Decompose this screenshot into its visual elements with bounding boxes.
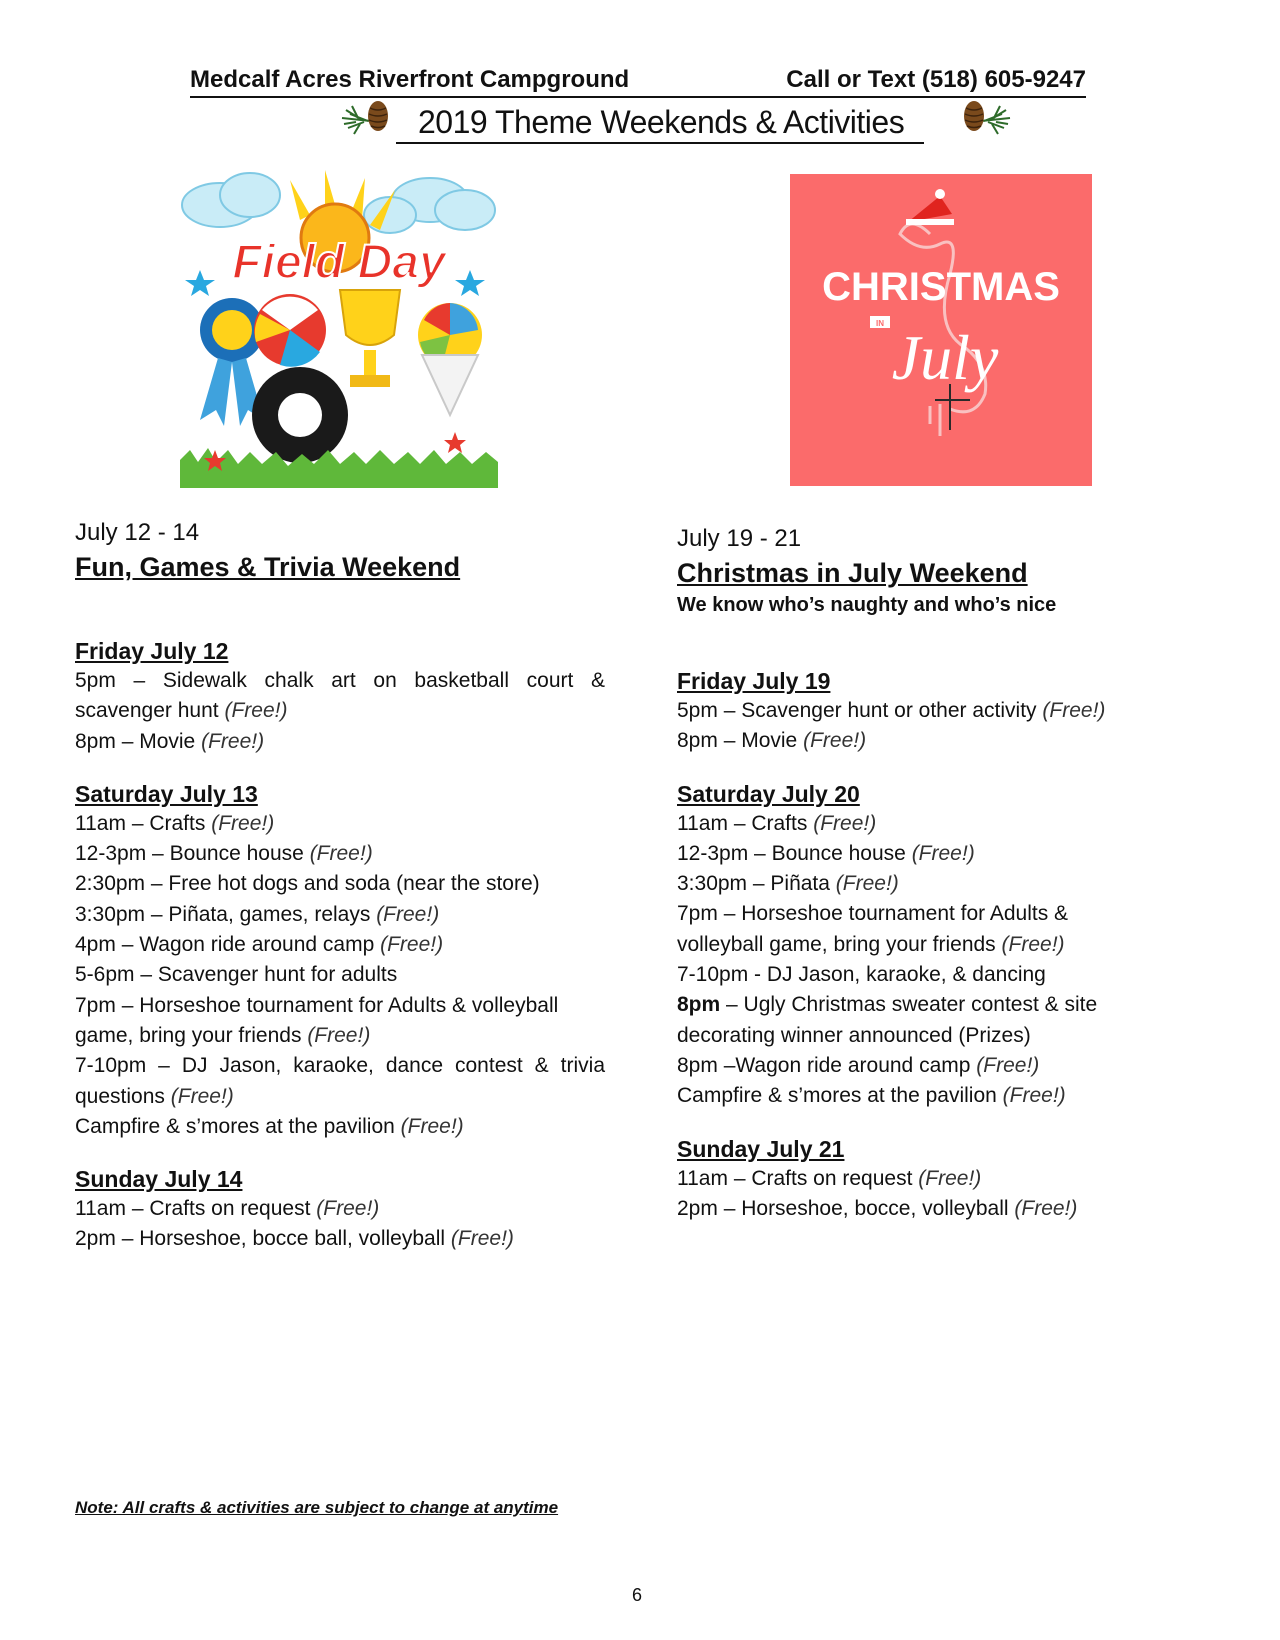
- activity-item: 3:30pm – Piñata (Free!): [677, 872, 899, 896]
- activity-item: 8pm –Wagon ride around camp (Free!): [677, 1053, 1040, 1077]
- activity-item: Campfire & s’mores at the pavilion (Free!): [677, 1084, 1066, 1108]
- header-bar: [190, 62, 1086, 98]
- christmas-heading: CHRISTMAS: [822, 265, 1060, 309]
- weekend-dates: July 19 - 21: [677, 525, 802, 552]
- activity-item: 5-6pm – Scavenger hunt for adults: [75, 963, 398, 987]
- day-heading: Friday July 12: [75, 638, 229, 664]
- page-number: 6: [632, 1585, 643, 1605]
- left-weekend-column: [75, 518, 605, 1255]
- title-row: [340, 96, 1020, 148]
- activity-item: 11am – Crafts on request (Free!): [75, 1197, 380, 1221]
- christmas-in-label: IN: [876, 319, 884, 328]
- flamingo-graphic: [790, 174, 1092, 486]
- activity-item: 8pm – Movie (Free!): [75, 729, 265, 753]
- field-day-illustration: [180, 170, 498, 488]
- activity-item: 8pm – Movie (Free!): [677, 729, 867, 753]
- footer-note: Note: All crafts & activities are subject to change at anytime: [75, 1498, 559, 1517]
- activity-item: 12-3pm – Bounce house (Free!): [677, 841, 975, 865]
- activity-item: 11am – Crafts (Free!): [75, 811, 275, 835]
- activity-item: 2pm – Horseshoe, bocce ball, volleyball (Free!): [75, 1227, 514, 1251]
- activity-item: 7-10pm - DJ Jason, karaoke, & dancing: [677, 963, 1046, 987]
- activity-item: 12-3pm – Bounce house (Free!): [75, 842, 373, 866]
- page-title: 2019 Theme Weekends & Activities: [396, 102, 924, 144]
- activity-item: 7pm – Horseshoe tournament for Adults & volleyball game, bring your friends (Free!): [75, 993, 559, 1047]
- weekend-title: Christmas in July Weekend: [677, 558, 1028, 588]
- activity-item: 11am – Crafts on request (Free!): [677, 1166, 982, 1190]
- activity-item: 4pm – Wagon ride around camp (Free!): [75, 933, 444, 957]
- activity-item: 5pm – Scavenger hunt or other activity (Free!): [677, 699, 1106, 722]
- christmas-in-july-image: [790, 174, 1092, 486]
- pinecone-icon: [952, 96, 1012, 144]
- activity-item: Campfire & s’mores at the pavilion (Free!): [75, 1114, 464, 1138]
- phone-number: Call or Text (518) 605-9247: [786, 66, 1086, 93]
- day-heading: Friday July 19: [677, 668, 831, 694]
- weekend-tagline: We know who’s naughty and who’s nice: [677, 594, 1057, 616]
- activity-item: 3:30pm – Piñata, games, relays (Free!): [75, 902, 440, 926]
- pinecone-icon: [340, 96, 400, 144]
- weekend-title: Fun, Games & Trivia Weekend: [75, 552, 461, 582]
- day-heading: Saturday July 13: [75, 780, 258, 807]
- christmas-july-script: July: [891, 322, 999, 393]
- field-day-text: Field Day: [232, 236, 446, 289]
- day-heading: Saturday July 20: [677, 780, 860, 807]
- activity-item: 5pm – Sidewalk chalk art on basketball court & scavenger hunt (Free!): [75, 669, 605, 723]
- activity-item: 2:30pm – Free hot dogs and soda (near the store): [75, 872, 540, 896]
- weekend-dates: July 12 - 14: [75, 519, 200, 546]
- activity-item: 7-10pm – DJ Jason, karaoke, dance contest & trivia questions (Free!): [75, 1054, 605, 1108]
- activity-item: 11am – Crafts (Free!): [677, 811, 877, 835]
- campground-name: Medcalf Acres Riverfront Campground: [190, 66, 630, 93]
- day-heading: Sunday July 14: [75, 1166, 243, 1193]
- activity-item: 8pm – Ugly Christmas sweater contest & site decorating winner announced (Prizes): [677, 993, 1098, 1047]
- day-heading: Sunday July 21: [677, 1135, 845, 1162]
- right-weekend-column: [677, 524, 1147, 1224]
- activity-item: 2pm – Horseshoe, bocce, volleyball (Free!): [677, 1196, 1078, 1220]
- activity-item: 7pm – Horseshoe tournament for Adults & volleyball game, bring your friends (Free!): [677, 902, 1069, 956]
